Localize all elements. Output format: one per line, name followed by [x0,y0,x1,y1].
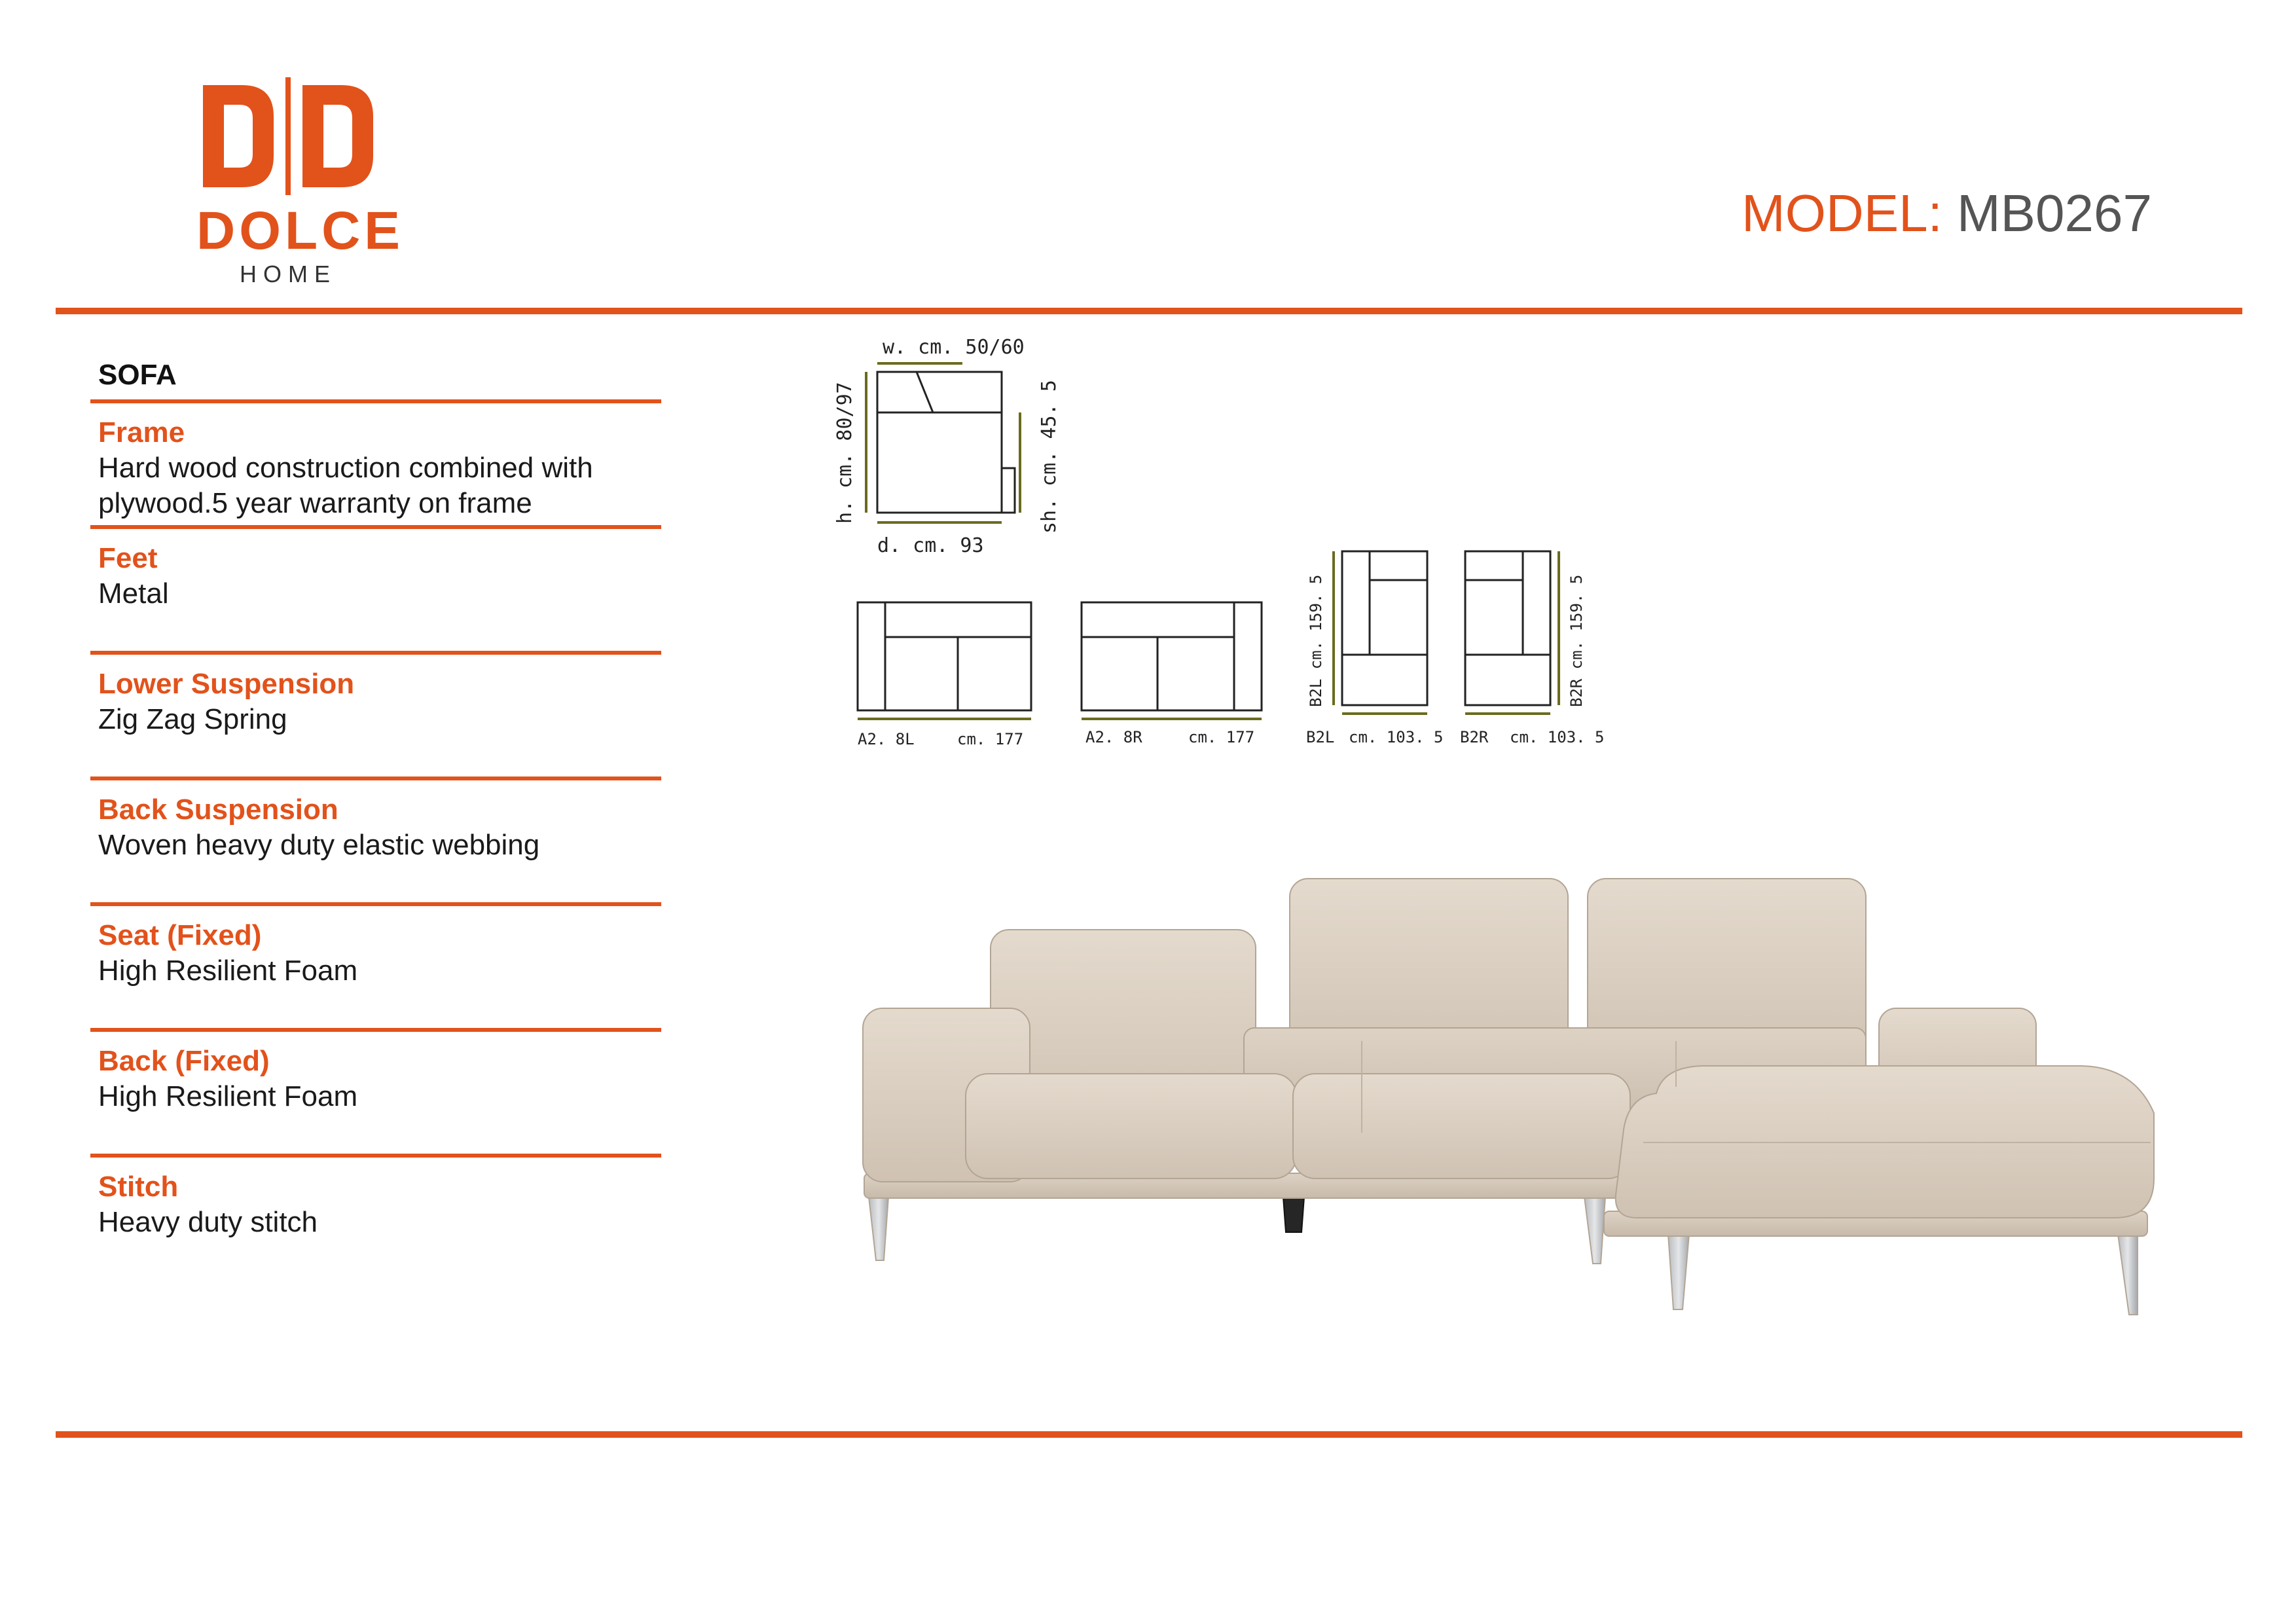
side-profile-body [877,372,1002,513]
dd-monogram-icon [196,77,380,195]
model-label: MODEL: [1741,184,1942,242]
bottom-divider [56,1431,2242,1438]
seat-cushion [1293,1074,1630,1179]
spec-divider [90,1154,661,1158]
spec-name-lower-suspension: Lower Suspension [98,668,355,700]
spec-divider [90,525,661,529]
seat-cushion [966,1074,1296,1179]
spec-desc-feet: Metal [98,577,169,610]
spec-name-back: Back (Fixed) [98,1045,270,1077]
module-b2r-side: B2R cm. 159. 5 [1567,574,1586,707]
module-a28r-size: cm. 177 [1188,728,1255,746]
spec-divider [90,651,661,655]
height-label: h. cm. 80/97 [833,382,856,524]
spec-name-back-suspension: Back Suspension [98,794,338,826]
model-value: MB0267 [1957,184,2152,242]
module-b2r-size: cm. 103. 5 [1510,728,1605,746]
spec-desc-back: High Resilient Foam [98,1080,358,1112]
depth-label: d. cm. 93 [877,534,984,557]
seat-height-label: sh. cm. 45. 5 [1038,380,1061,534]
width-label: w. cm. 50/60 [883,336,1025,359]
sofa-leg [869,1197,888,1260]
sofa-leg [1283,1197,1304,1232]
spec-name-frame: Frame [98,416,185,448]
spec-divider [90,777,661,780]
sofa-leg [1584,1197,1605,1264]
sofa-photo [851,871,2174,1329]
brand-sub: HOME [240,261,337,287]
top-divider [56,308,2242,314]
module-b2r-outline [1465,551,1550,705]
sofa-leg [1668,1234,1689,1309]
module-b2r-code: B2R [1460,728,1489,746]
spec-title: SOFA [98,359,177,391]
spec-name-seat: Seat (Fixed) [98,919,262,951]
module-b2l-outline [1342,551,1427,705]
spec-name-feet: Feet [98,542,158,574]
module-a28l-code: A2. 8L [858,730,915,748]
spec-divider [90,902,661,906]
spec-desc-frame: Hard wood construction combined with plywood.5 year warranty on frame [98,452,593,519]
module-a28r-code: A2. 8R [1085,728,1142,746]
dimension-diagram [812,327,1637,773]
spec-divider [90,399,661,403]
spec-desc-back-suspension: Woven heavy duty elastic webbing [98,829,540,861]
module-a28l-size: cm. 177 [957,730,1024,748]
spec-desc-lower-suspension: Zig Zag Spring [98,703,287,735]
spec-name-stitch: Stitch [98,1171,179,1203]
brand-name: DOLCE [196,201,404,261]
dolce-home-logo [196,77,404,293]
model-heading [1741,183,2152,244]
spec-desc-seat: High Resilient Foam [98,955,358,987]
module-b2l-code: B2L [1306,728,1335,746]
sofa-leg [2118,1234,2138,1315]
module-b2l-size: cm. 103. 5 [1349,728,1444,746]
spec-divider [90,1028,661,1032]
module-b2l-side: B2L cm. 159. 5 [1307,574,1325,707]
spec-desc-stitch: Heavy duty stitch [98,1206,318,1238]
module-a28l-outline [858,602,1031,710]
